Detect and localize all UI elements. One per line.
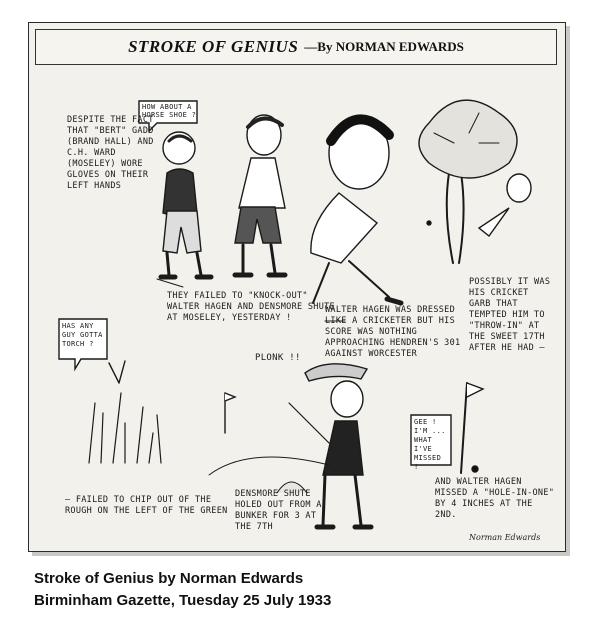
artist-signature: Norman Edwards [469,533,541,542]
golfer-gadd-figure [161,132,211,277]
speech-missed: GEE ! I'M ... WHAT I'VE MISSED ! [414,418,446,471]
sound-effect-plonk: PLONK !! [255,353,301,363]
note-hagen-dressed: WALTER HAGEN WAS DRESSED LIKE A CRICKETER BUT HIS SCORE WAS NOTHING APPROACHING HENDREN'S 301 AGAINST WORCESTER [325,305,461,359]
rough-grass-drawing [89,361,161,463]
tree-drawing [419,100,517,263]
bunker-sand-arc [209,457,329,475]
flag-far-drawing [225,393,235,433]
golfer-near-tree-figure [427,174,531,236]
caption-source: Birminham Gazette, Tuesday 25 July 1933 [34,592,332,609]
golfer-caricature-figure [311,117,401,303]
cartoon-clipping [28,22,566,552]
golfer-hagen-standing-figure [235,115,285,275]
speech-torch: HAS ANY GUY GOTTA TORCH ? [62,322,103,348]
note-despite: DESPITE THE FACT THAT "BERT" GADD (BRAND HALL) AND C.H. WARD (MOSELEY) WORE GLOVES ON THEIR LEFT HANDS [67,115,154,191]
speech-hopes: HOW ABOUT A HORSE SHOE ? [142,103,197,119]
note-shute-holed: DENSMORE SHUTE HOLED OUT FROM A BUNKER FOR 3 AT THE 7TH [235,489,322,532]
note-failed-knock: THEY FAILED TO "KNOCK-OUT" WALTER HAGEN AND DENSMORE SHUTE AT MOSELEY, YESTERDAY ! [167,291,335,323]
flag-near-drawing [461,383,483,473]
cartoon-title: STROKE OF GENIUS [128,37,299,56]
note-hagen-missed: AND WALTER HAGEN MISSED A "HOLE-IN-ONE" BY 4 INCHES AT THE 2ND. [435,477,555,520]
caption-title: Stroke of Genius by Norman Edwards [34,570,304,587]
note-possibly: POSSIBLY IT WAS HIS CRICKET GARB THAT TEMPTED HIM TO "THROW-IN" AT THE SWEET 17TH AFTER HE HAD — [469,277,551,353]
note-failed-chip: — FAILED TO CHIP OUT OF THE ROUGH ON THE LEFT OF THE GREEN [65,495,228,516]
cartoon-byline: —By NORMAN EDWARDS [304,39,464,54]
